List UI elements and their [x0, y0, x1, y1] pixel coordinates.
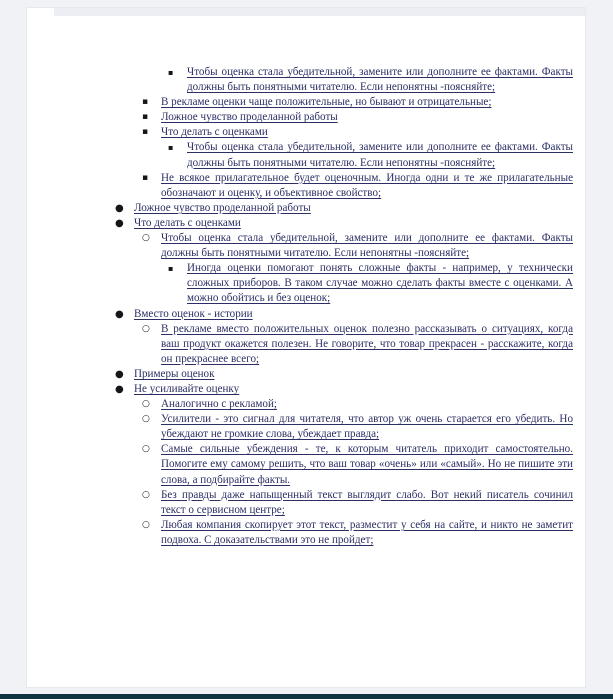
outline-item-text: Самые сильные убеждения - те, к которым читатель приходит самостоятельно. Помогите ему самому решить, что ваш товар «очень» или «самый». Но не пишите эти слова, а подбирайте факты.	[161, 443, 573, 486]
outline-item-text: Аналогично с рекламой;	[161, 398, 277, 411]
outline-item-text: Не всякое прилагательное будет оценочным. Иногда одни и те же прилагательные обозначают и оценку, и объективное свойство;	[161, 171, 573, 199]
square-bullet-icon: ▪	[142, 112, 149, 123]
outline-item[interactable]	[142, 412, 573, 442]
outline-item-text: Ложное чувство проделанной работы	[134, 201, 311, 214]
outline-item[interactable]	[168, 140, 573, 170]
outline-item-text: Ложное чувство проделанной работы	[161, 111, 338, 124]
outline-item[interactable]	[115, 382, 573, 397]
outline-item-text: Чтобы оценка стала убедительной, заменитe или дополните ее фактами. Факты должны быть понятными читателю. Если непонятны -поясняйте;	[187, 66, 573, 94]
circle-bullet-icon: ○	[142, 519, 150, 530]
outline-item-text: Чтобы оценка стала убедительной, заменитe или дополните ее фактами. Факты должны быть понятными читателю. Если непонятны -поясняйте;	[187, 141, 573, 169]
circle-bullet-icon: ○	[142, 323, 150, 334]
square-bullet-icon: ▪	[142, 127, 149, 138]
disc-bullet-icon: ●	[115, 383, 124, 395]
outline-item-text: Что делать с оценками	[134, 216, 241, 229]
square-bullet-icon: ▪	[168, 264, 174, 274]
outline-item[interactable]	[115, 216, 573, 231]
outline-item[interactable]	[115, 307, 573, 322]
page-right-gutter	[585, 0, 613, 694]
outline-item[interactable]	[142, 397, 573, 412]
outline-list	[27, 65, 585, 548]
circle-bullet-icon: ○	[142, 414, 150, 425]
outline-item[interactable]	[142, 322, 573, 367]
outline-item[interactable]	[142, 125, 573, 140]
outline-item-text: Без правды даже напыщенный текст выглядит слабо. Вот некий писатель сочинил текст о сервисном центре;	[161, 488, 573, 516]
disc-bullet-icon: ●	[115, 368, 124, 380]
outline-item-text: Любая компания скопирует этот текст, разместит у себя на сайте, и никто не заметит подвоха. С доказательствами это не пройдет;	[161, 518, 573, 546]
page-left-gutter	[0, 0, 27, 694]
outline-item[interactable]	[168, 65, 573, 95]
outline-item[interactable]	[115, 367, 573, 382]
document-body	[27, 8, 585, 548]
outline-item-text: Что делать с оценками	[161, 126, 268, 139]
circle-bullet-icon: ○	[142, 399, 150, 410]
square-bullet-icon: ▪	[168, 143, 174, 153]
disc-bullet-icon: ●	[115, 217, 124, 229]
outline-item[interactable]	[142, 95, 573, 110]
disc-bullet-icon: ●	[115, 308, 124, 320]
outline-item-text: Иногда оценки помогают понять сложные факты - например, у технически сложных приборов. В таком случае можно сделать факты вместе с оценками. А можно обойтись и без оценок;	[187, 262, 573, 305]
outline-item[interactable]	[142, 518, 573, 548]
square-bullet-icon: ▪	[142, 172, 149, 183]
square-bullet-icon: ▪	[168, 68, 174, 77]
circle-bullet-icon: ○	[142, 444, 150, 455]
outline-item[interactable]	[142, 171, 573, 201]
outline-item-text: Примеры оценок	[134, 367, 215, 380]
square-bullet-icon: ▪	[142, 97, 149, 108]
outline-item[interactable]	[142, 488, 573, 518]
outline-item-text: Вместо оценок - истории	[134, 307, 253, 320]
circle-bullet-icon: ○	[142, 233, 150, 244]
outline-item-text: В рекламе вместо положительных оценок полезно рассказывать о ситуациях, когда ваш продукт окажется полезен. Не говорите, что товар прекрасен - расскажите, когда он прекраснее всего;	[161, 322, 573, 365]
disc-bullet-icon: ●	[115, 202, 124, 214]
document-page	[27, 8, 585, 687]
outline-item[interactable]	[168, 261, 573, 306]
outline-item[interactable]	[142, 442, 573, 487]
outline-item[interactable]	[142, 231, 573, 261]
outline-item[interactable]	[142, 110, 573, 125]
outline-item-text: Чтобы оценка стала убедительной, заменитe или дополните ее фактами. Факты должны быть понятными читателю. Если непонятны -поясняйте;	[161, 232, 573, 260]
outline-item-text: Усилители - это сигнал для читателя, что автор уж очень старается его убедить. Но убеждают не громкие слова, убеждает правда;	[161, 413, 573, 441]
circle-bullet-icon: ○	[142, 489, 150, 500]
outline-item[interactable]	[115, 201, 573, 216]
outline-item-text: Не усиливайте оценку	[134, 382, 240, 395]
outline-item-text: В рекламе оценки чаще положительные, но бывают и отрицательные;	[161, 96, 492, 109]
bottom-status-bar	[0, 694, 613, 699]
